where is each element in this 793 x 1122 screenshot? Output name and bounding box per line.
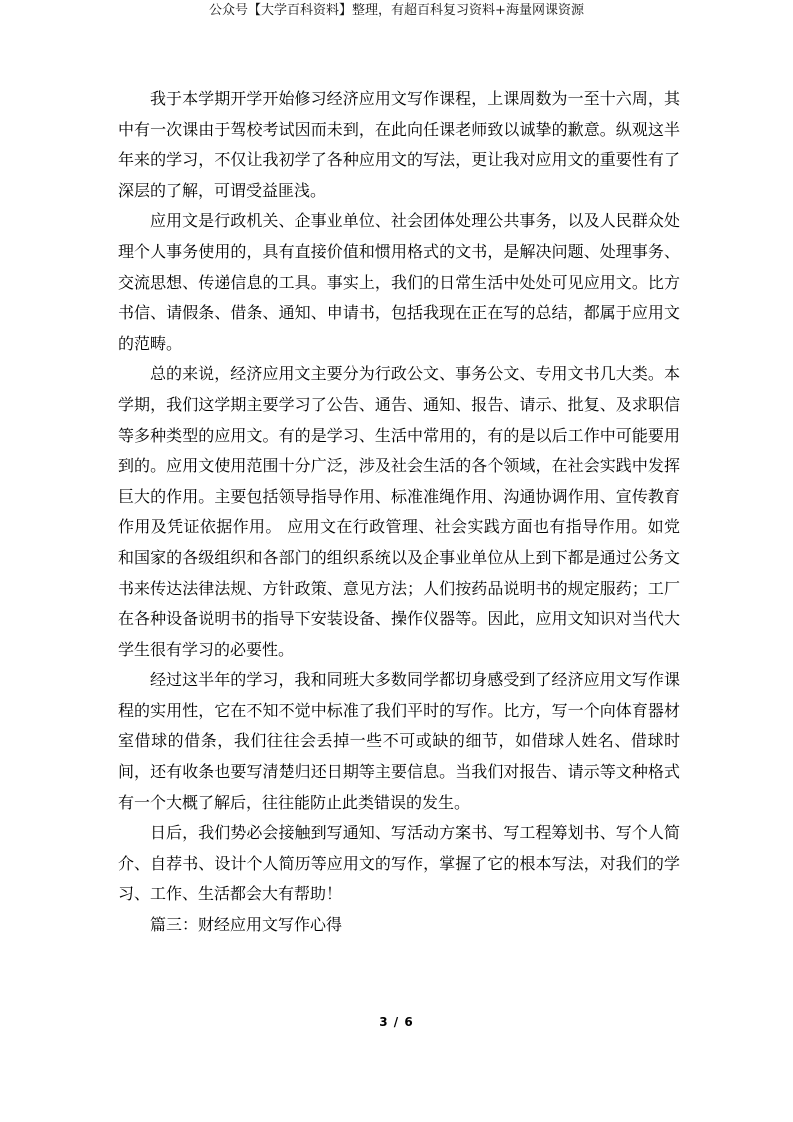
document-body [118,84,680,941]
page-number: 3 / 6 [379,1015,414,1029]
body-paragraph: 我于本学期开学开始修习经济应用文写作课程，上课周数为一至十六周，其中有一次课由于驾校考试因而未到，在此向任课老师致以诚挚的歉意。纵观这半年来的学习，不仅让我初学了各种应用文的写法，更让我对应用文的重要性有了深层的了解，可谓受益匪浅。 [118,89,680,200]
section-heading: 篇三：财经应用文写作心得 [150,915,343,935]
page-header: 公众号【大学百科资料】整理，有超百科复习资料+海量网课资源 [209,3,584,18]
body-paragraph: 总的来说，经济应用文主要分为行政公文、事务公文、专用文书几大类。本学期，我们这学期主要学习了公告、通告、通知、报告、请示、批复、及求职信等多种类型的应用文。有的是学习、生活中常用的，有的是以后工作中可能要用到的。应用文使用范围十分广泛，涉及社会生活的各个领域，在社会实践中发挥巨大的作用。主要包括领导指导作用、标准准绳作用、沟通协调作用、宣传教育作用及凭证依据作用。 应用文在行政管理、社会实践方面也有指导作用。如党和国家的各级组织和各部门的组织系统以及企事业单位从上到下都是通过公务文书来传达法律法规、方针政策、意见方法；人们按药品说明书的规定服药；工厂在各种设备说明书的指导下安装设备、操作仪器等。因此，应用文知识对当代大学生很有学习的必要性。 [118,364,680,659]
body-paragraph: 经过这半年的学习，我和同班大多数同学都切身感受到了经济应用文写作课程的实用性，它在不知不觉中标准了我们平时的写作。比方，写一个向体育器材室借球的借条，我们往往会丢掉一些不可或缺的细节，如借球人姓名、借球时间，还有收条也要写清楚归还日期等主要信息。当我们对报告、请示等文种格式有一个大概了解后，往往能防止此类错误的发生。 [118,670,680,812]
body-paragraph: 日后，我们势必会接触到写通知、写活动方案书、写工程筹划书、写个人简介、自荐书、设计个人简历等应用文的写作，掌握了它的根本写法，对我们的学习、工作、生活都会大有帮助！ [118,823,680,904]
body-paragraph: 应用文是行政机关、企事业单位、社会团体处理公共事务，以及人民群众处理个人事务使用的，具有直接价值和惯用格式的文书，是解决问题、处理事务、交流思想、传递信息的工具。事实上，我们的日常生活中处处可见应用文。比方书信、请假条、借条、通知、申请书，包括我现在正在写的总结，都属于应用文的范畴。 [118,211,680,353]
